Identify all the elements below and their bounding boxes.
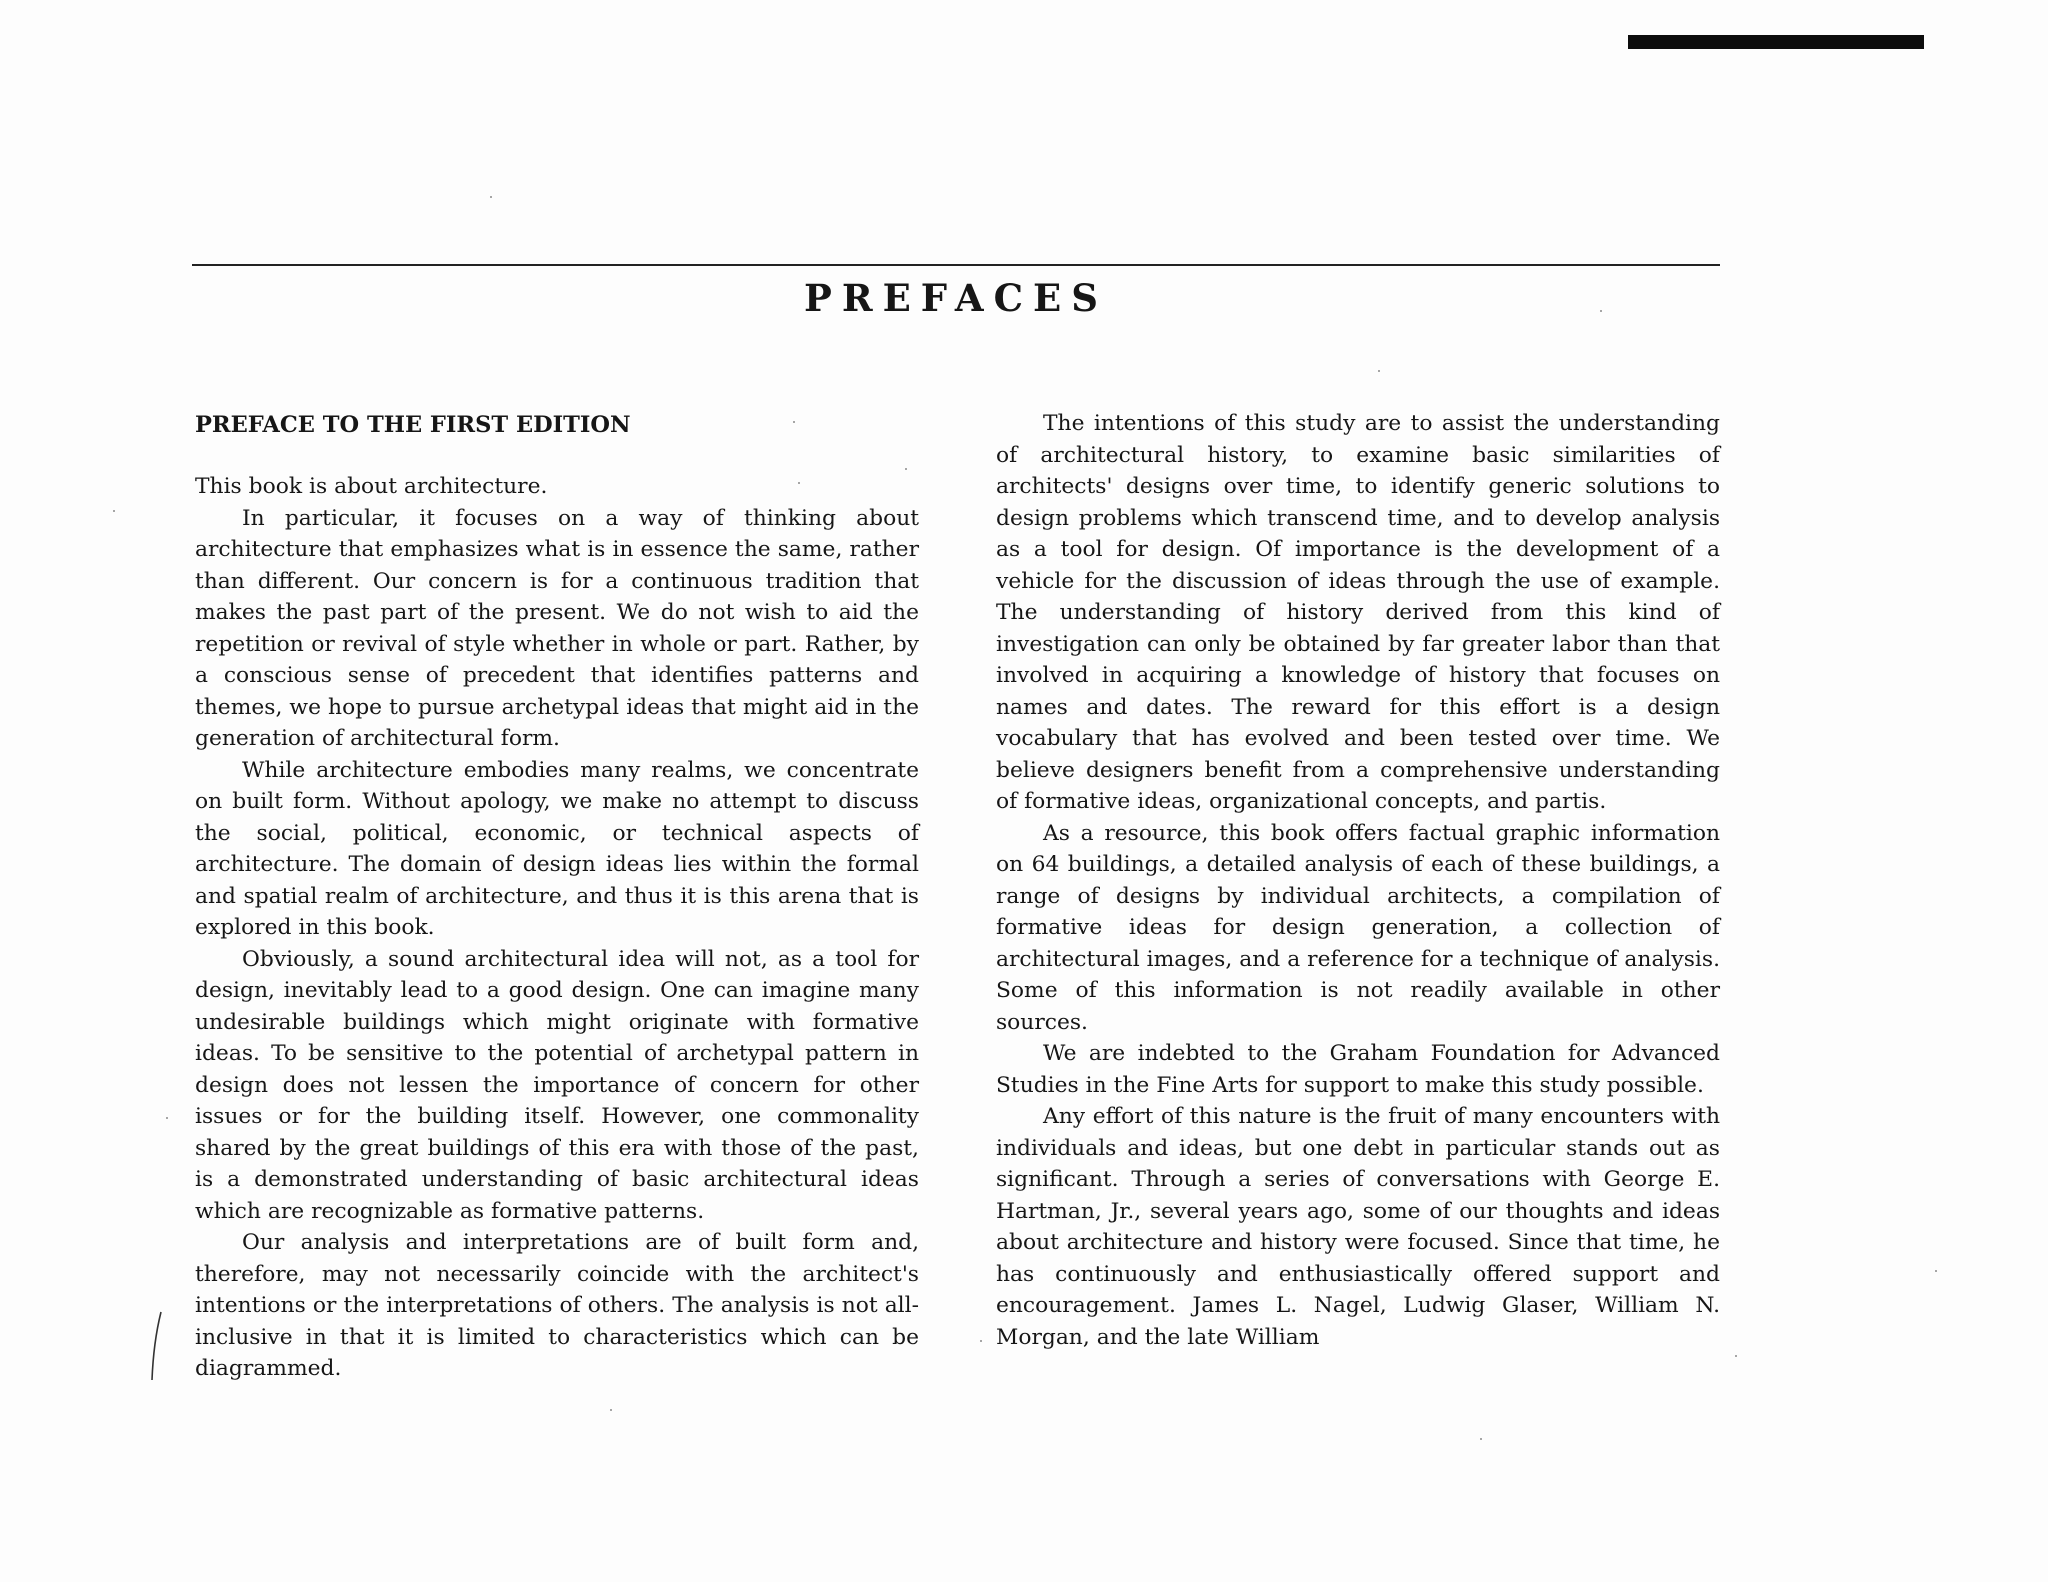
paragraph: We are indebted to the Graham Foundation for Advanced Studies in the Fine Arts for support to make this study possible. <box>996 1041 1720 1098</box>
scan-speck <box>490 196 492 198</box>
scan-speck <box>166 1117 168 1119</box>
scan-speck <box>980 1340 982 1342</box>
margin-pencil-mark <box>150 1310 164 1382</box>
header-rule <box>192 264 1720 266</box>
scan-speck <box>1378 370 1380 372</box>
right-column <box>996 408 1720 1353</box>
paragraph: This book is about architecture. <box>195 474 548 499</box>
scan-speck <box>610 1409 612 1411</box>
paragraph: Obviously, a sound architectural idea will not, as a tool for design, inevitably lead to a good design. One can imagine many undesirable buildings which might originate with formative ideas. To be sensitive to the potential of archetypal pattern in design does not lessen the importance of concern for other issues or for the building itself. However, one commonality shared by the great buildings of this era with those of the past, is a demonstrated understanding of basic architectural ideas which are recognizable as formative patterns. <box>195 946 919 1224</box>
scan-speck <box>113 510 115 512</box>
paragraph: The intentions of this study are to assist the understanding of architectural history, to examine basic similarities of architects' designs over time, to identify generic solutions to design problems which transcend time, and to develop analysis as a tool for design. Of importance is the development of a vehicle for the discussion of ideas through the use of example. The understanding of history derived from this kind of investigation can only be obtained by far greater labor than that involved in acquiring a knowledge of history that focuses on names and dates. The reward for this effort is a design vocabulary that has evolved and been tested over time. We believe designers benefit from a comprehensive understanding of formative ideas, organizational concepts, and partis. <box>996 411 1720 814</box>
paragraph: In particular, it focuses on a way of thinking about architecture that emphasizes what is in essence the same, rather than different. Our concern is for a continuous tradition that makes the past part of the present. We do not wish to aid the repetition or revival of style whether in whole or part. Rather, by a conscious sense of precedent that identifies patterns and themes, we hope to pursue archetypal ideas that might aid in the generation of architectural form. <box>195 505 919 751</box>
scan-edge-bar <box>1628 35 1924 49</box>
paragraph: Any effort of this nature is the fruit of many encounters with individuals and ideas, but one debt in particular stands out as significant. Through a series of conversations with George E. Hartman, Jr., several years ago, some of our thoughts and ideas about architecture and history were focused. Since that time, he has continuously and enthusiastically offered support and encouragement. James L. Nagel, Ludwig Glaser, William N. Morgan, and the late William <box>996 1104 1720 1350</box>
paragraph: While architecture embodies many realms, we concentrate on built form. Without apology, we make no attempt to discuss the social, political, economic, or technical aspects of architecture. The domain of design ideas lies within the formal and spatial realm of architecture, and thus it is this arena that is explored in this book. <box>195 757 919 940</box>
scan-speck <box>1735 1355 1737 1357</box>
scan-speck <box>1480 1438 1482 1440</box>
section-heading: PREFACE TO THE FIRST EDITION <box>195 412 631 438</box>
left-column <box>195 408 919 1385</box>
paragraph: Our analysis and interpretations are of built form and, therefore, may not necessarily coincide with the architect's intentions or the interpretations of others. The analysis is not all-inclusive in that it is limited to characteristics which can be diagrammed. <box>195 1230 919 1381</box>
scan-speck <box>1935 1270 1937 1272</box>
paragraph: As a resource, this book offers factual graphic information on 64 buildings, a detailed analysis of each of these buildings, a range of designs by individual architects, a compilation of formative ideas for design generation, a collection of architectural images, and a reference for a technique of analysis. Some of this information is not readily available in other sources. <box>996 820 1720 1035</box>
page-title: PREFACES <box>804 276 1108 320</box>
